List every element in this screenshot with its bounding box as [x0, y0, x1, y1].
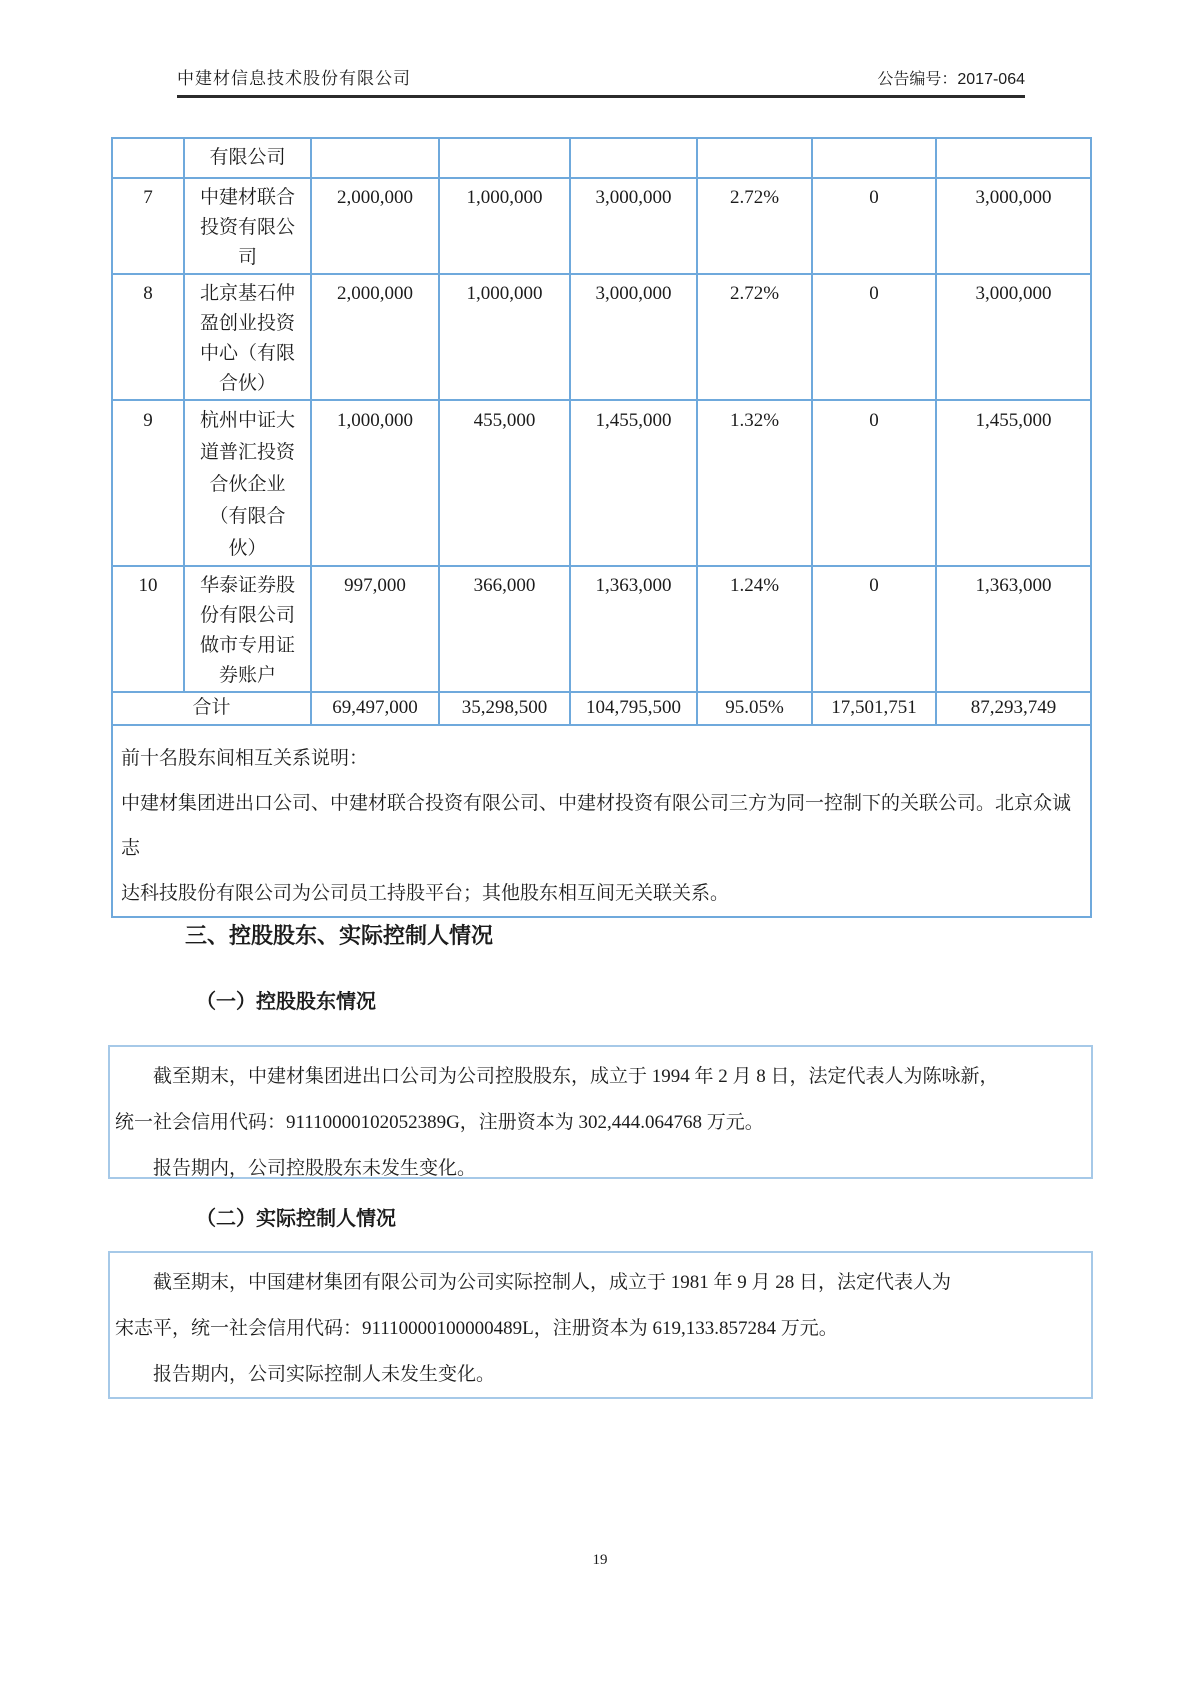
- shareholder-name: 华泰证券股 份有限公司 做市专用证 券账户: [184, 566, 311, 692]
- percent-cell: 2.72%: [697, 274, 812, 400]
- empty-cell: [570, 138, 697, 178]
- empty-cell: [936, 138, 1091, 178]
- subsection-heading-controlling-shareholder: （一）控股股东情况: [196, 991, 376, 1013]
- value-cell: 1,455,000: [570, 400, 697, 566]
- empty-cell: [439, 138, 570, 178]
- value-cell: 0: [812, 274, 936, 400]
- rank-cell: 9: [112, 400, 184, 566]
- value-cell: 1,363,000: [570, 566, 697, 692]
- empty-cell: [812, 138, 936, 178]
- total-row: [112, 692, 1091, 725]
- value-cell: 3,000,000: [570, 178, 697, 274]
- company-name: 中建材信息技术股份有限公司: [177, 69, 411, 88]
- announcement-number: 公告编号：2017-064: [877, 71, 1025, 88]
- subsection-heading-actual-controller: （二）实际控制人情况: [196, 1208, 396, 1230]
- value-cell: 3,000,000: [936, 274, 1091, 400]
- value-cell: 0: [812, 566, 936, 692]
- shareholder-name: 有限公司: [184, 138, 311, 178]
- total-value: 87,293,749: [936, 692, 1091, 725]
- value-cell: 0: [812, 400, 936, 566]
- rank-cell: 10: [112, 566, 184, 692]
- value-cell: 1,363,000: [936, 566, 1091, 692]
- table-row-continuation: [112, 138, 1091, 178]
- value-cell: 1,000,000: [439, 178, 570, 274]
- percent-cell: 1.32%: [697, 400, 812, 566]
- value-cell: 3,000,000: [936, 178, 1091, 274]
- table-row: [112, 178, 1091, 274]
- relationship-note-row: [112, 725, 1091, 917]
- value-cell: 997,000: [311, 566, 439, 692]
- shareholder-name: 中建材联合 投资有限公 司: [184, 178, 311, 274]
- value-cell: 366,000: [439, 566, 570, 692]
- percent-cell: 2.72%: [697, 178, 812, 274]
- total-value: 35,298,500: [439, 692, 570, 725]
- shareholder-name: 北京基石仲 盈创业投资 中心（有限 合伙）: [184, 274, 311, 400]
- controlling-shareholder-box: 截至期末，中建材集团进出口公司为公司控股股东，成立于 1994 年 2 月 8 日，法定代表人为陈咏新， 统一社会信用代码：91110000102052389G，注册资本为 302,444.064768 万元。 报告期内，公司控股股东未发生变化。: [108, 1045, 1093, 1179]
- value-cell: 455,000: [439, 400, 570, 566]
- total-value: 69,497,000: [311, 692, 439, 725]
- rank-cell: 8: [112, 274, 184, 400]
- empty-cell: [697, 138, 812, 178]
- value-cell: 3,000,000: [570, 274, 697, 400]
- percent-cell: 1.24%: [697, 566, 812, 692]
- value-cell: 1,000,000: [439, 274, 570, 400]
- shareholder-name: 杭州中证大 道普汇投资 合伙企业 （有限合 伙）: [184, 400, 311, 566]
- rank-cell: 7: [112, 178, 184, 274]
- total-percent: 95.05%: [697, 692, 812, 725]
- shareholder-table: [111, 137, 1092, 918]
- total-label: 合计: [112, 692, 311, 725]
- section-heading-controlling-shareholder: 三、控股股东、实际控制人情况: [185, 923, 494, 948]
- empty-cell: [112, 138, 184, 178]
- value-cell: 1,455,000: [936, 400, 1091, 566]
- value-cell: 0: [812, 178, 936, 274]
- total-value: 104,795,500: [570, 692, 697, 725]
- empty-cell: [311, 138, 439, 178]
- page-number: 19: [592, 1552, 608, 1568]
- table-row: [112, 274, 1091, 400]
- value-cell: 2,000,000: [311, 274, 439, 400]
- page-header: [177, 58, 1025, 98]
- value-cell: 1,000,000: [311, 400, 439, 566]
- total-value: 17,501,751: [812, 692, 936, 725]
- table-row: [112, 400, 1091, 566]
- table-row: [112, 566, 1091, 692]
- value-cell: 2,000,000: [311, 178, 439, 274]
- actual-controller-box: 截至期末，中国建材集团有限公司为公司实际控制人，成立于 1981 年 9 月 28 日，法定代表人为 宋志平，统一社会信用代码：91110000100000489L，注册资本为 619,133.857284 万元。 报告期内，公司实际控制人未发生变化。: [108, 1251, 1093, 1399]
- relationship-note: 前十名股东间相互关系说明： 中建材集团进出口公司、中建材联合投资有限公司、中建材投资有限公司三方为同一控制下的关联公司。北京众诚志 达科技股份有限公司为公司员工持股平台；其他股东相互间无关联关系。: [112, 725, 1091, 917]
